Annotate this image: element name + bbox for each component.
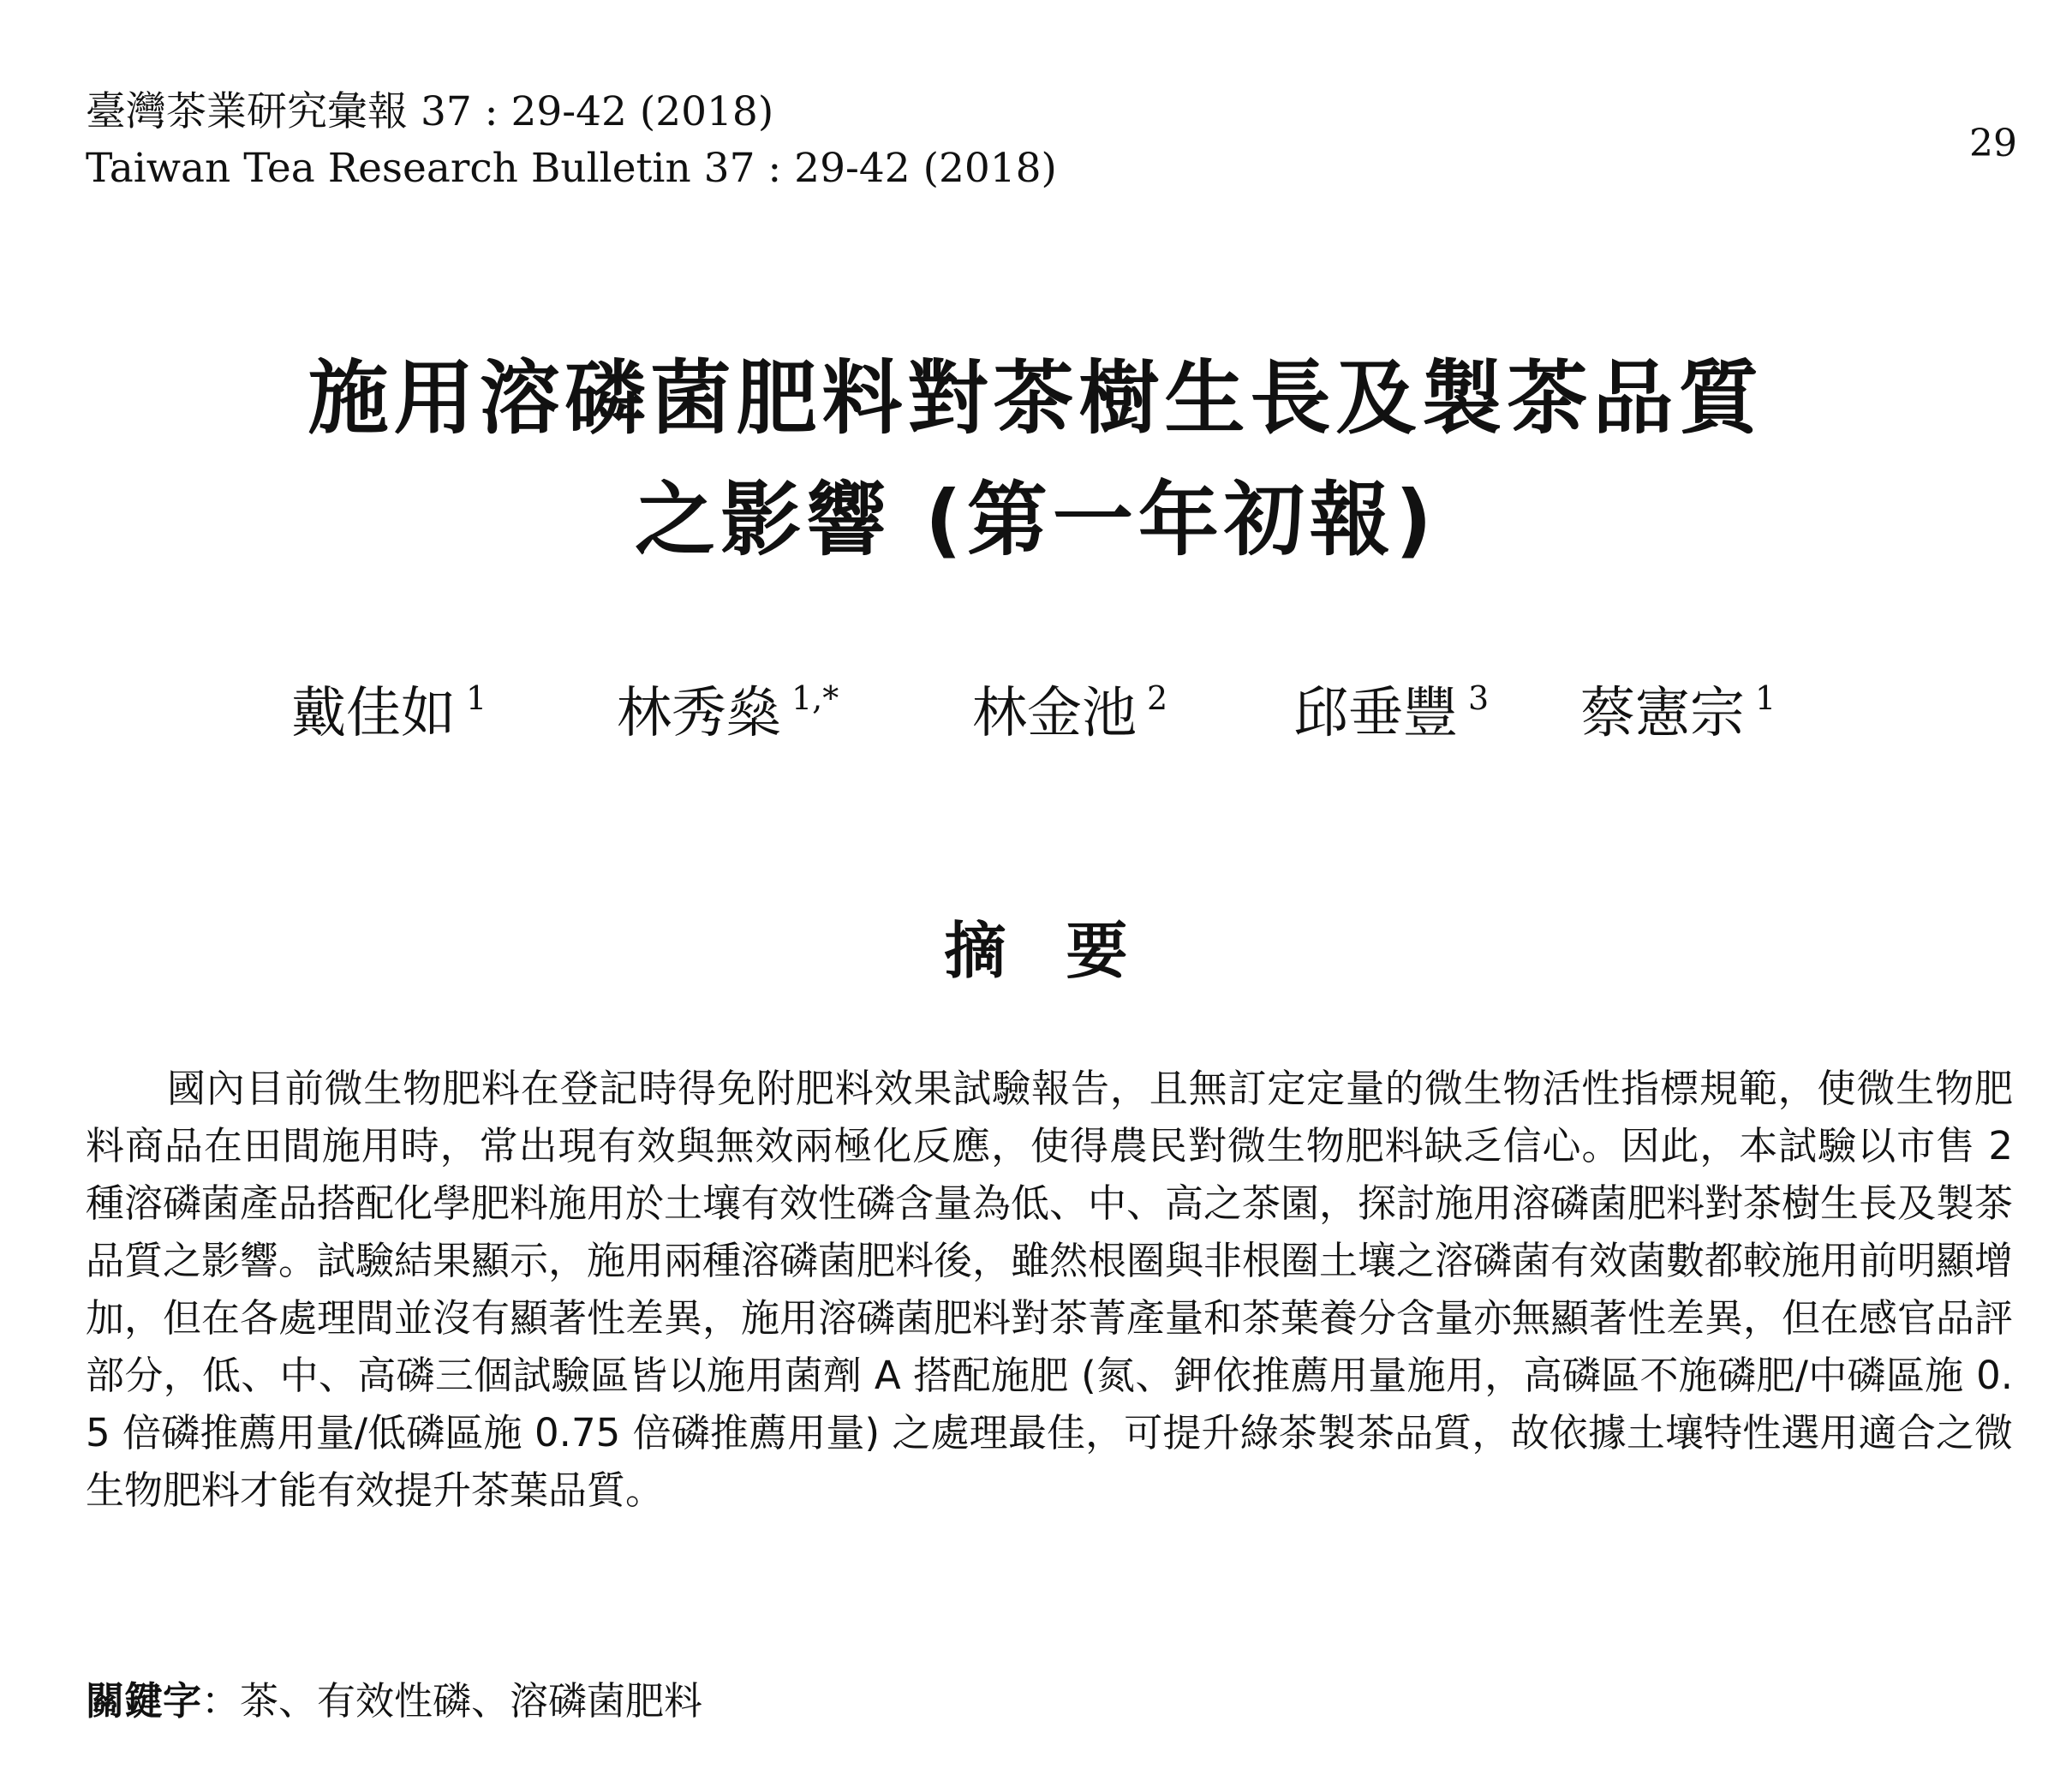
abstract-body: 國內目前微生物肥料在登記時得免附肥料效果試驗報告，且無訂定定量的微生物活性指標規範，使微生物肥料商品在田間施用時，常出現有效與無效兩極化反應，使得農民對微生物肥料缺乏信心。因此，本試驗以市售 2 種溶磷菌產品搭配化學肥料施用於土壤有效性磷含量為低、中、高之茶園，探討施用溶磷菌肥料對茶樹生長及製茶品質之影響。試驗結果顯示，施用兩種溶磷菌肥料後，雖然根圈與非根圈土壤之溶磷菌有效菌數都較施用前明顯增加，但在各處理間並沒有顯著性差異，施用溶磷菌肥料對茶菁產量和茶葉養分含量亦無顯著性差異，但在感官品評部分，低、中、高磷三個試驗區皆以施用菌劑 A 搭配施肥 (氮、鉀依推薦用量施用，高磷區不施磷肥/中磷區施 0.5 倍磷推薦用量/低磷區施 0.75 倍磷推薦用量) 之處理最佳，可提升綠茶製茶品質，故依據土壤特性選用適合之微生物肥料才能有效提升茶葉品質。: [86, 1066, 2014, 1513]
keywords-text: 茶、有效性磷、溶磷菌肥料: [240, 1678, 703, 1724]
author-affiliation: 1,*: [791, 679, 839, 717]
author-name: 蔡憲宗: [1580, 682, 1745, 745]
paper-title-line-1: 施用溶磷菌肥料對茶樹生長及製茶品質: [308, 352, 1764, 445]
author-affiliation: 1: [466, 679, 487, 717]
abstract-heading: 摘要: [944, 915, 1188, 987]
paper-title: [0, 338, 2072, 582]
author-name: 林秀燊: [617, 682, 781, 745]
author-name: 戴佳如: [291, 682, 456, 745]
author: [617, 655, 839, 756]
keywords-separator: ：: [201, 1678, 241, 1724]
journal-citation-zh: 臺灣茶業研究彙報 37 : 29-42 (2018): [86, 88, 774, 135]
keywords: [86, 1672, 2013, 1730]
paper-title-line-2: 之影響 (第一年初報): [635, 474, 1437, 567]
author-affiliation: 2: [1147, 679, 1168, 717]
journal-citation-en: Taiwan Tea Research Bulletin 37 : 29-42 (2018): [86, 145, 1057, 192]
author-affiliation: 1: [1755, 679, 1776, 717]
author: [972, 655, 1167, 756]
author: [1580, 655, 1776, 756]
author-name: 林金池: [972, 682, 1137, 745]
author-affiliation: 3: [1468, 679, 1490, 717]
author: [291, 655, 487, 756]
keywords-label: 關鍵字: [86, 1678, 202, 1724]
page-number: 29: [1969, 122, 2017, 165]
author-name: 邱垂豐: [1293, 682, 1458, 745]
author: [1293, 655, 1489, 756]
journal-header: [86, 84, 2013, 197]
author-list: [0, 655, 2072, 745]
